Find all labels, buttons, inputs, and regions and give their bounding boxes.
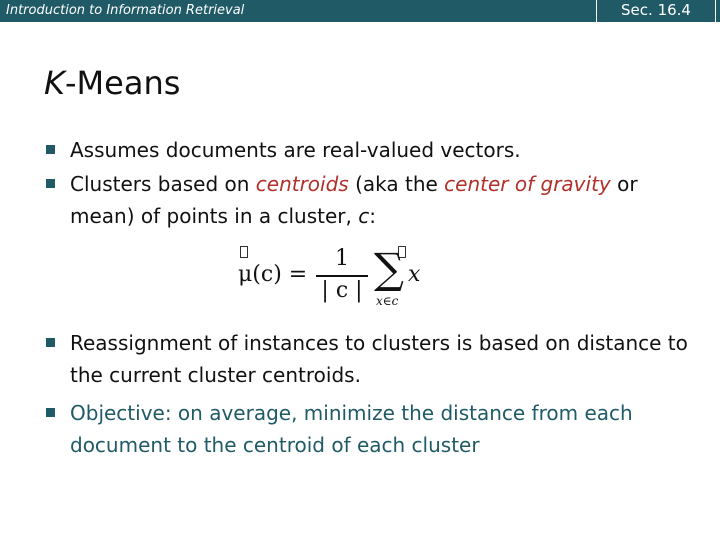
bullet-text: Clusters based on xyxy=(70,172,256,196)
square-bullet-icon xyxy=(46,179,55,188)
formula-lhs: μ(c) = xyxy=(238,262,308,287)
formula-summand: x xyxy=(408,262,421,287)
course-title: Introduction to Information Retrieval xyxy=(6,3,245,18)
slide-title xyxy=(44,64,180,102)
title-k: K xyxy=(44,64,65,102)
formula-denominator: | c | xyxy=(321,278,363,303)
formula-subscript: x∈c xyxy=(376,294,399,308)
centroid-formula xyxy=(230,240,430,312)
bullet-item xyxy=(46,134,696,166)
missing-glyph-icon xyxy=(240,246,248,258)
summation-icon: ∑ xyxy=(374,244,404,293)
bullet-text: : xyxy=(369,204,376,228)
header-bar xyxy=(0,0,720,22)
section-label: Sec. 16.4 xyxy=(596,0,716,22)
square-bullet-icon xyxy=(46,145,55,154)
formula-numerator: 1 xyxy=(335,246,349,271)
bullet-item xyxy=(46,168,696,232)
fraction-bar xyxy=(316,275,368,277)
square-bullet-icon xyxy=(46,408,55,417)
bullet-item xyxy=(46,327,696,391)
square-bullet-icon xyxy=(46,338,55,347)
bullet-text: (aka the xyxy=(348,172,445,196)
bullet-list xyxy=(46,134,696,232)
bullet-text: Objective: on average, minimize the distance from each document to the centroid of each cluster xyxy=(70,401,633,457)
title-rest: -Means xyxy=(64,64,181,102)
variable-c: c xyxy=(358,204,370,228)
bullet-text: or mean) of points in a cluster, xyxy=(70,172,638,228)
highlight-center-of-gravity: center of gravity xyxy=(444,172,611,196)
bullet-list-lower xyxy=(46,327,696,461)
bullet-item xyxy=(46,397,696,461)
highlight-centroids: centroids xyxy=(255,172,349,196)
bullet-text: Reassignment of instances to clusters is based on distance to the current cluster centroids. xyxy=(70,331,688,387)
bullet-text: Assumes documents are real-valued vectors. xyxy=(70,138,521,162)
